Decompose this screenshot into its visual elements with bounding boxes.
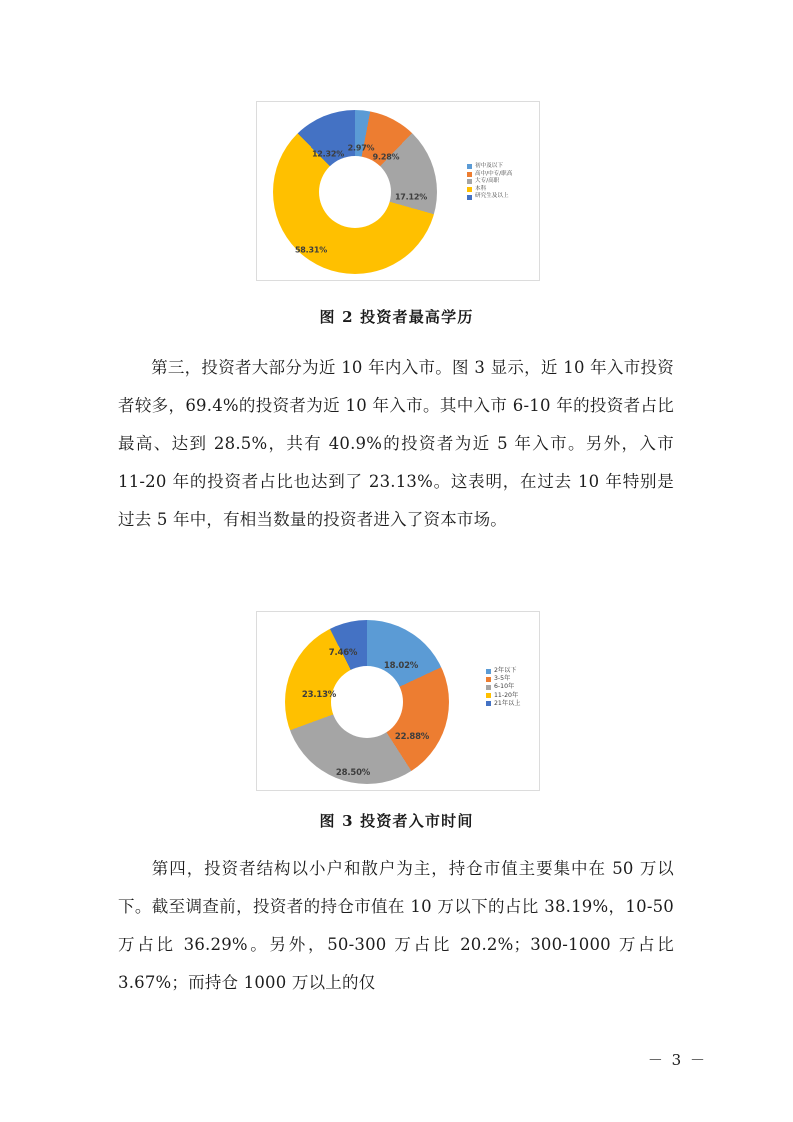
figure-3-donut-chart [285, 620, 449, 784]
legend-label: 6-10年 [494, 683, 515, 691]
slice-label-22.88: 22.88% [394, 732, 430, 742]
legend-label: 21年以上 [494, 699, 521, 707]
slice-label-17.12: 17.12% [394, 192, 428, 202]
paragraph-text: 第三，投资者大部分为近 10 年内入市。图 3 显示，近 10 年入市投资者较多，69.4%的投资者为近 10 年入市。其中入市 6-10 年的投资者占比最高、达到 28.5%，共有 40.9%的投资者为近 5 年入市。另外，入市 11-20 年的投资者占比也达到了 23.13%。这表明，在过去 10 年特别是过去 5 年中，有相当数量的投资者进入了资本市场。 [118, 358, 674, 529]
legend-label: 研究生及以上 [475, 193, 509, 200]
legend-swatch-icon [467, 172, 472, 177]
legend-swatch-icon [486, 693, 491, 698]
legend-item[interactable] [486, 668, 520, 674]
legend-swatch-icon [467, 164, 472, 169]
legend-swatch-icon [486, 701, 491, 706]
figure-3-legend [486, 668, 520, 709]
figure-3-block [0, 600, 793, 840]
legend-swatch-icon [486, 669, 491, 674]
slice-label-7.46: 7.46% [328, 648, 358, 658]
page-number: － 3 － [647, 1051, 707, 1069]
figure-3-caption: 图 3 投资者入市时间 [319, 812, 474, 830]
legend-item[interactable] [467, 164, 512, 170]
figure-2-legend [467, 164, 512, 202]
legend-item[interactable] [486, 684, 520, 690]
legend-item[interactable] [486, 693, 520, 699]
slice-label-18.02: 18.02% [383, 661, 419, 671]
legend-swatch-icon [467, 187, 472, 192]
legend-swatch-icon [467, 195, 472, 200]
legend-label: 大专/高职 [475, 178, 500, 185]
legend-label: 初中及以下 [475, 163, 503, 169]
figure-2-donut-chart [273, 110, 437, 274]
figure-2-chart-frame [256, 101, 540, 281]
legend-item[interactable] [467, 172, 512, 178]
legend-swatch-icon [467, 179, 472, 184]
figure-2-caption: 图 2 投资者最高学历 [319, 308, 474, 326]
donut-center-hole [331, 666, 403, 738]
legend-swatch-icon [486, 685, 491, 690]
paragraph-fourth [118, 850, 674, 1002]
legend-item[interactable] [486, 676, 520, 682]
legend-item[interactable] [486, 701, 520, 707]
paragraph-third [118, 349, 674, 539]
figure-3-chart-frame [256, 611, 540, 791]
legend-label: 3-5年 [494, 675, 511, 683]
legend-label: 11-20年 [494, 691, 519, 699]
slice-label-12.32: 12.32% [311, 149, 345, 159]
paragraph-text: 第四，投资者结构以小户和散户为主，持仓市值主要集中在 50 万以下。截至调查前，投资者的持仓市值在 10 万以下的占比 38.19%，10-50 万占比 36.29%。另外，50-300 万占比 20.2%；300-1000 万占比 3.67%；而持仓 1000 万以上的仅 [118, 859, 674, 992]
legend-item[interactable] [467, 187, 512, 193]
slice-label-58.31: 58.31% [294, 245, 328, 255]
slice-label-2.97: 2.97% [347, 143, 375, 153]
legend-label: 2年以下 [494, 667, 517, 674]
slice-label-28.50: 28.50% [335, 768, 371, 778]
legend-item[interactable] [467, 194, 512, 200]
legend-swatch-icon [486, 677, 491, 682]
figure-2-block [0, 0, 793, 330]
legend-label: 本科 [475, 185, 487, 192]
slice-label-23.13: 23.13% [301, 690, 337, 700]
slice-label-9.28: 9.28% [372, 152, 400, 162]
donut-center-hole [319, 156, 391, 228]
legend-item[interactable] [467, 179, 512, 185]
legend-label: 高中/中专/职高 [475, 170, 513, 177]
